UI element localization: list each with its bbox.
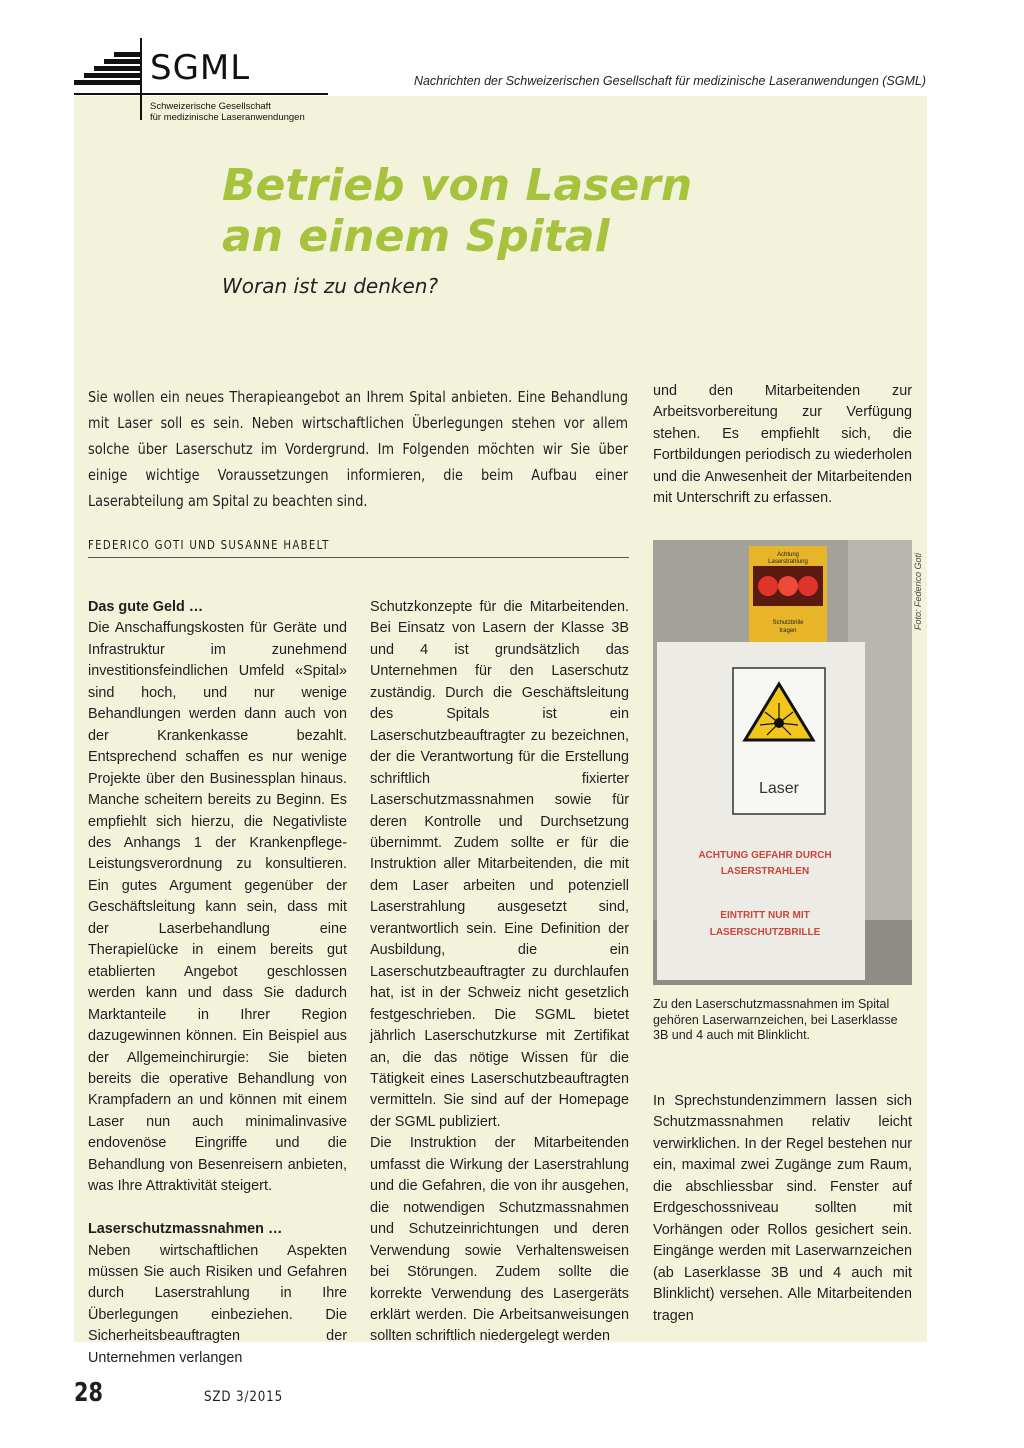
article-title-line1: Betrieb von Lasern xyxy=(222,160,693,211)
body-paragraph: Die Instruktion der Mitarbeitenden umfasst die Wirkung der Laserstrahlung und die Gefahren, die von ihr ausgehen, die notwendigen Schutzmassnahmen und Schutzeinrichtungen und deren Verwendung sowie Verhaltensweisen bei Störungen. Zudem sollte die korrekte Verwendung des Lasergeräts erklärt werden. Die Arbeitsanweisungen sollten schriftlich niedergelegt werden xyxy=(370,1135,629,1345)
body-column-1 xyxy=(88,597,347,1369)
svg-text:ACHTUNG GEFAHR DURCH: ACHTUNG GEFAHR DURCH xyxy=(698,850,832,861)
sgml-logo xyxy=(74,38,334,128)
photo-illustration xyxy=(653,540,912,985)
body-paragraph: Neben wirtschaftlichen Aspekten müssen Sie auch Risiken und Gefahren durch Laserstrahlung in Ihre Überlegungen einbeziehen. Die Sicherheitsbeauftragten der Unternehmen verlangen xyxy=(88,1242,347,1366)
author-byline: FEDERICO GOTI UND SUSANNE HABELT xyxy=(88,538,330,552)
logo-subtitle-line2: für medizinische Laseranwendungen xyxy=(150,112,305,123)
section-heading-money: Das gute Geld … xyxy=(88,599,204,615)
laser-warning-photo xyxy=(653,540,912,985)
stairs-logo-icon xyxy=(74,48,144,88)
body-column-3-bottom xyxy=(653,1091,912,1327)
logo-subtitle-line1: Schweizerische Gesellschaft xyxy=(150,101,271,112)
svg-text:LASERSTRAHLEN: LASERSTRAHLEN xyxy=(720,866,810,877)
svg-text:tragen: tragen xyxy=(779,628,797,634)
svg-text:Laser: Laser xyxy=(758,780,800,797)
photo-caption: Zu den Laserschutzmassnahmen im Spital gehören Laserwarnzeichen, bei Laserklasse 3B und 4 auch mit Blinklicht. xyxy=(653,997,898,1042)
body-column-3-top xyxy=(653,381,912,510)
issue-label: SZD 3/2015 xyxy=(204,1389,284,1405)
body-paragraph: Schutzkonzepte für die Mitarbeitenden. Bei Einsatz von Lasern der Klasse 3B und 4 ist grundsätzlich das Unternehmen für den Laserschutz zuständig. Durch die Geschäftsleitung des Spitals ist ein Laserschutzbeauftragter zu bezeichnen, der die Verantwortung für die Erstellung schriftlich fixierter Laserschutzmassnahmen sowie für deren Kontrolle und Durchsetzung übernimmt. Zudem sollte er für die Instruktion aller Mitarbeitenden, die mit dem Laser arbeiten und potenziell Laserstrahlung ausgesetzt sind, verantwortlich sein. Eine Definition der Ausbildung, die ein Laserschutzbeauftragter zu durchlaufen hat, ist in der Schweiz nicht gesetzlich festgeschrieben. Die SGML bietet jährlich Laserschutzkurse mit Zertifikat an, die das nötige Wissen für die Tätigkeit eines Laserschutzbeauftragten vermitteln. Sie sind auf der Homepage der SGML publiziert. xyxy=(370,599,629,1130)
article-subtitle: Woran ist zu denken? xyxy=(222,274,439,298)
svg-text:EINTRITT NUR MIT: EINTRITT NUR MIT xyxy=(720,910,810,921)
body-paragraph: Die Anschaffungskosten für Geräte und Infrastruktur im zunehmend investitionsfeindlichen Umfeld «Spital» sind hoch, und nur wenige Behandlungen werden dann auch von der Krankenkasse bezahlt. Entsprechend schaffen es nur wenige Projekte über den Businessplan hinaus. Manche scheitern bereits zu Beginn. Es empfiehlt sich hierzu, die Negativliste des Anhangs 1 der Krankenpflege-Leistungsverordnung zu konsultieren. Ein gutes Argument gegenüber der Geschäftsleitung kann sein, dass mit der Laserbehandlung eine Therapielücke in einem bereits gut etablierten Angebot geschlossen werden kann und dass Sie dadurch Marktanteile in Ihrer Region dazugewinnen können. Ein Beispiel aus der Allgemeinchirurgie: Sie bieten bereits die operative Behandlung von Krampfadern an und können mit einem Laser nun auch minimalinvasive endovenöse Eingriffe und die Behandlung von Besenreisern anbieten, was Ihre Attraktivität steigert. xyxy=(88,620,347,1195)
logo-subtitle xyxy=(150,101,305,123)
body-paragraph: und den Mitarbeitenden zur Arbeitsvorbereitung zur Verfügung stehen. Es empfiehlt sich, die Fortbildungen periodisch zu wiederholen und die Anwesenheit der Mitarbeitenden mit Unterschrift zu erfassen. xyxy=(653,383,912,507)
svg-text:Schutzbrille: Schutzbrille xyxy=(772,620,804,626)
logo-vertical-rule xyxy=(140,38,142,120)
header-tagline: Nachrichten der Schweizerischen Gesellschaft für medizinische Laseranwendungen (SGML) xyxy=(413,74,926,88)
logo-horizontal-rule xyxy=(74,93,328,95)
photo-credit xyxy=(905,540,927,630)
svg-text:Achtung: Achtung xyxy=(776,552,800,558)
body-paragraph: In Sprechstundenzimmern lassen sich Schutzmassnahmen relativ leicht verwirklichen. In der Regel bestehen nur ein, maximal zwei Zugänge zum Raum, die abschliessbar sind. Fenster auf Erdgeschossniveau sollten mit Vorhängen oder Rollos gesichert sein. Eingänge werden mit Laserwarnzeichen (ab Laserklasse 3B und 4 auch mit Blinklicht) versehen. Alle Mitarbeitenden tragen xyxy=(653,1093,912,1324)
body-column-2 xyxy=(370,597,629,1348)
lead-paragraph: Sie wollen ein neues Therapieangebot an Ihrem Spital anbieten. Eine Behandlung mit Laser soll es sein. Neben wirtschaftlichen Überlegungen stehen vor allem solche über Laserschutz im Vordergrund. Im Folgenden möchten wir Sie über einige wichtige Voraussetzungen informieren, die beim Aufbau einer Laserabteilung am Spital zu beachten sind. xyxy=(88,388,629,510)
logo-name: SGML xyxy=(150,48,251,88)
article-title xyxy=(222,160,692,262)
svg-text:Laserstrahlung: Laserstrahlung xyxy=(768,559,808,565)
photo-credit-text: Foto: Federico Goti xyxy=(913,552,923,630)
byline-rule xyxy=(88,557,629,558)
section-heading-laser-protection: Laserschutzmassnahmen … xyxy=(88,1221,283,1238)
svg-text:LASERSCHUTZBRILLE: LASERSCHUTZBRILLE xyxy=(709,927,821,938)
article-title-line2: an einem Spital xyxy=(222,211,610,262)
page-number: 28 xyxy=(74,1378,103,1408)
